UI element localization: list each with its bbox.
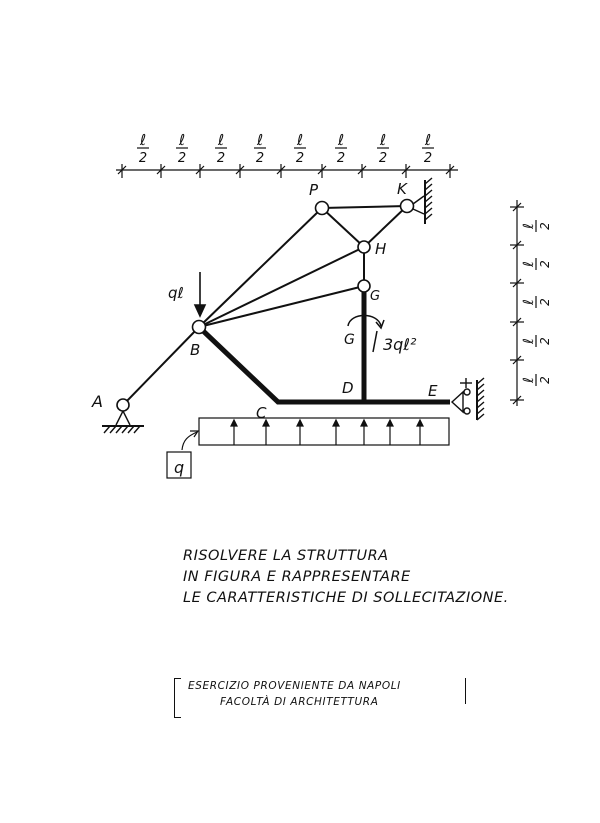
dim-numerator: ℓ — [256, 131, 264, 149]
member-B-G — [199, 286, 364, 327]
distributed-load — [167, 418, 449, 478]
hinge-B — [193, 321, 206, 334]
dim-right-4 — [521, 335, 552, 347]
dim-top-4 — [254, 131, 266, 166]
dim-numerator: ℓ — [521, 338, 537, 344]
dim-denominator: 2 — [138, 151, 148, 166]
support-K — [413, 178, 432, 224]
point-load-qL — [195, 272, 205, 316]
dim-denominator: 2 — [295, 151, 305, 166]
member-B-P — [199, 208, 322, 327]
dim-numerator: ℓ — [337, 131, 345, 149]
dim-denominator: 2 — [336, 151, 346, 166]
node-label-E: E — [428, 382, 438, 400]
node-label-G: G — [370, 289, 381, 304]
member-A-B — [123, 327, 199, 405]
hinge-P — [316, 202, 329, 215]
dim-top-2 — [176, 131, 188, 166]
note-bracket-left — [174, 678, 181, 718]
dim-denominator: 2 — [177, 151, 187, 166]
dim-top-1 — [137, 131, 149, 166]
dim-top-7 — [377, 131, 389, 166]
node-label-K: K — [397, 180, 407, 198]
member-P-H — [322, 208, 364, 247]
dim-denominator: 2 — [538, 337, 552, 345]
hinge-A — [117, 399, 129, 411]
node-label-P: P — [309, 181, 319, 199]
node-label-C: C — [256, 404, 267, 422]
instruction-line-3: LE CARATTERISTICHE DI SOLLECITAZIONE. — [183, 590, 509, 606]
dim-top-8 — [422, 131, 434, 166]
dim-denominator: 2 — [538, 376, 552, 384]
top-dimension-labels — [137, 131, 434, 166]
note-bracket-right — [459, 678, 466, 704]
dim-numerator: ℓ — [217, 131, 225, 149]
dim-denominator: 2 — [538, 222, 552, 230]
dim-denominator: 2 — [216, 151, 226, 166]
note-text — [188, 678, 458, 710]
dim-denominator: 2 — [538, 260, 552, 268]
moment-point-label: G — [344, 332, 355, 348]
dim-right-5 — [521, 374, 552, 386]
distributed-load-label: q — [174, 458, 185, 477]
note-line-2: FACOLTÀ DI ARCHITETTURA — [220, 696, 379, 708]
dim-numerator: ℓ — [296, 131, 304, 149]
node-label-B: B — [190, 341, 201, 359]
top-dimension-chain — [116, 164, 458, 178]
dim-right-2 — [521, 258, 552, 270]
dim-numerator: ℓ — [424, 131, 432, 149]
hinges — [117, 200, 414, 412]
dim-top-6 — [335, 131, 347, 166]
dim-denominator: 2 — [423, 151, 433, 166]
right-dimension-labels — [521, 220, 552, 386]
dim-numerator: ℓ — [139, 131, 147, 149]
hinge-H — [358, 241, 370, 253]
instruction-line-1: RISOLVERE LA STRUTTURA — [183, 548, 389, 564]
load-label-qL: qℓ — [168, 284, 184, 302]
dim-numerator: ℓ — [521, 377, 537, 383]
dim-numerator: ℓ — [379, 131, 387, 149]
dim-top-5 — [294, 131, 306, 166]
support-E — [452, 378, 484, 420]
node-label-A: A — [92, 392, 103, 411]
note-line-1: ESERCIZIO PROVENIENTE DA NAPOLI — [188, 680, 401, 692]
dim-top-3 — [215, 131, 227, 166]
dim-numerator: ℓ — [178, 131, 186, 149]
source-note — [174, 678, 466, 718]
dim-numerator: ℓ — [521, 261, 537, 267]
member-P-K — [322, 206, 407, 208]
instruction-line-2: IN FIGURA E RAPPRESENTARE — [183, 569, 411, 585]
moment-label: 3qℓ² — [383, 335, 417, 354]
support-A — [102, 411, 144, 433]
hinge-K — [401, 200, 414, 213]
node-label-D: D — [342, 379, 354, 397]
dim-numerator: ℓ — [521, 223, 537, 229]
dim-denominator: 2 — [255, 151, 265, 166]
dim-right-1 — [521, 220, 552, 232]
node-label-H: H — [375, 240, 387, 258]
exercise-instructions — [183, 546, 509, 609]
member-B-H — [199, 247, 364, 327]
dim-right-3 — [521, 296, 552, 308]
dim-denominator: 2 — [538, 298, 552, 306]
dim-denominator: 2 — [378, 151, 388, 166]
hinge-G — [358, 280, 370, 292]
dim-numerator: ℓ — [521, 299, 537, 305]
